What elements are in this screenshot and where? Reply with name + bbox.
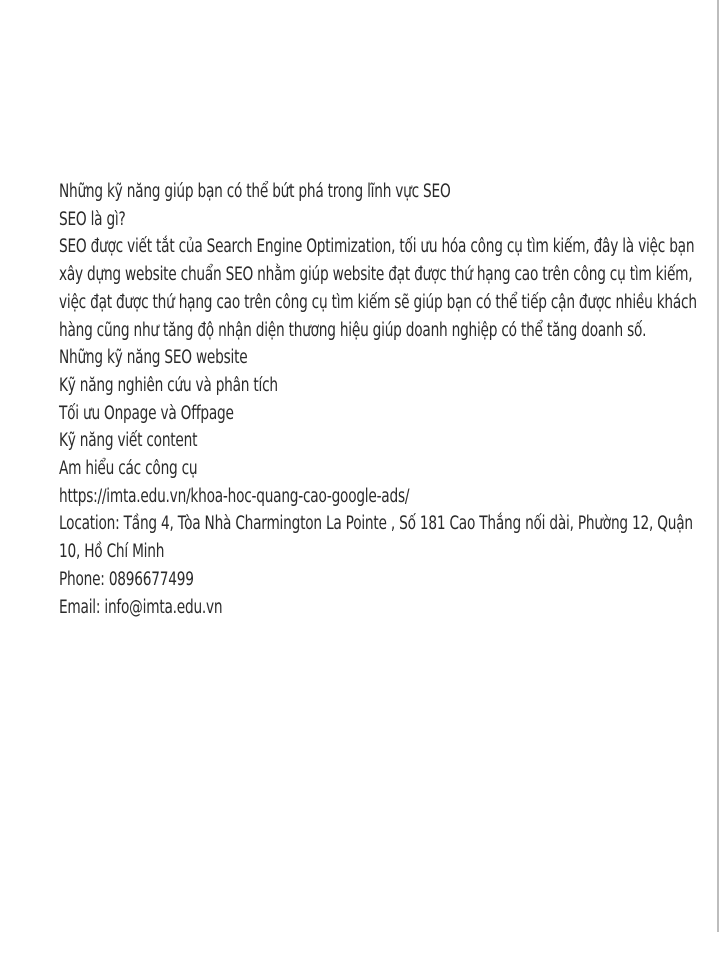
seo-definition-paragraph: SEO được viết tắt của Search Engine Optimization, tối ưu hóa công cụ tìm kiếm, đây là việc bạn xây dựng website chuẩn SEO nhằm giúp website đạt được thứ hạng cao trên công cụ tìm kiếm, việc đạt được thứ hạng cao trên công cụ tìm kiếm sẽ giúp bạn có thể tiếp cận được nhiều khách hàng cũng như tăng độ nhận diện thương hiệu giúp doanh nghiệp có thể tăng doanh số. — [59, 236, 697, 341]
document-body — [59, 178, 697, 621]
question-heading: SEO là gì? — [59, 208, 126, 230]
skills-heading: Những kỹ năng SEO website — [59, 347, 248, 369]
phone-text: Phone: 0896677499 — [59, 568, 194, 590]
skill-item: Kỹ năng viết content — [59, 430, 198, 452]
document-title: Những kỹ năng giúp bạn có thể bứt phá trong lĩnh vực SEO — [59, 181, 451, 202]
skill-item: Tối ưu Onpage và Offpage — [59, 402, 234, 424]
page-edge-divider — [717, 0, 719, 932]
course-url-link[interactable]: https://imta.edu.vn/khoa-hoc-quang-cao-google-ads/ — [59, 485, 410, 507]
skill-item: Am hiểu các công cụ — [59, 458, 198, 480]
email-text: Email: info@imta.edu.vn — [59, 596, 223, 618]
skill-item: Kỹ năng nghiên cứu và phân tích — [59, 374, 278, 396]
location-text: Location: Tầng 4, Tòa Nhà Charmington La Pointe , Số 181 Cao Thắng nối dài, Phường 12, Quận 10, Hồ Chí Minh — [59, 513, 693, 563]
